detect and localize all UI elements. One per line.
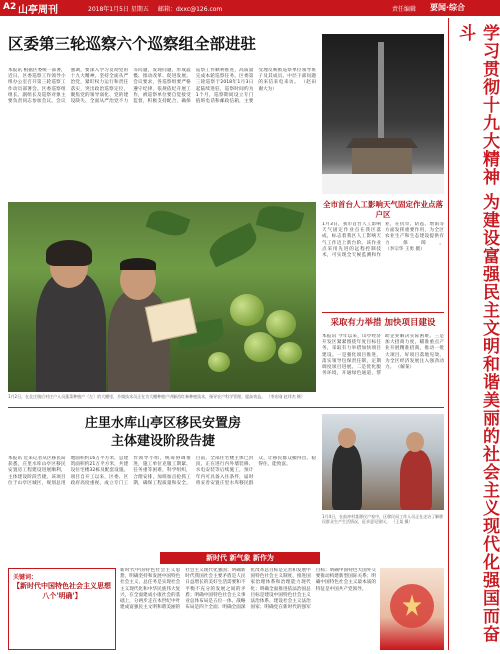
bottom-article-body: 新时代中国特色社会主义思想，明确坚持和发展中国特色社会主义，总任务是实现社会主义现代化和中华民族伟大复兴，在全面建成小康社会的基础上，分两步走在本世纪中叶建成富强民主文明和谐美丽的社会主义现代化强国；明确新时代我国社会主要矛盾是人民日益增长的美好生活需要和不平衡不充分的发展之间的矛盾；明确中国特色社会主义事业总体布局是五位一体、战略布局是四个全面；明确全面深化改革总目标是完善和发展中国特色社会主义制度、推进国家治理体系和治理能力现代化；明确全面推进依法治国总目标是建设中国特色社会主义法治体系、建设社会主义法治国家；明确党在新时代的强军目标；明确中国特色大国外交要推动构建新型国际关系；明确中国特色社会主义最本质的特征是中国共产党领导。 xyxy=(120,568,376,611)
mid-article-body: 本报讯 近来记者从区移民局获悉，庄里水库山亭区移民安置房工程建设进展顺利，主体建设阶段告捷。该项目位于山亭区城区，规划总用地面积约16万平方米，总建筑面积约21万平方米，共建设住宅楼32栋及配套设施。项目自开工以来，区委、区政府高度重视，成立专门工作领导小组，统筹协调推进，施工单位克服工期紧、任务重等困难，科学组织，合理安排，加班加点抢抓工期，确保工程质量和安全。目前，全部住宅楼主体已封顶，正在进行内外墙装修、水电安装等后续施工，预计年内可具备入住条件，届时将妥善安置庄里水库移民群众，让移民群众搬得出、稳得住、能致富。 xyxy=(8,456,316,486)
s1-body xyxy=(322,222,444,308)
photo-credit: （李宏刚 赵玮杰 摄） xyxy=(266,394,305,399)
s2-credit: （解某） xyxy=(395,365,415,371)
photo-caption xyxy=(8,394,316,404)
keyword-tag: 关键词： xyxy=(13,574,38,581)
section-name: 要闻·综合 xyxy=(430,3,466,12)
page-number: A2 xyxy=(3,2,17,12)
divider xyxy=(8,407,444,408)
resettlement-photo xyxy=(322,414,444,510)
weather-station-photo xyxy=(322,34,444,194)
lead-article-body xyxy=(8,68,316,198)
s2-body xyxy=(322,334,444,402)
slogan-text: 学习贯彻十九大精神 为建设富强民主文明和谐美丽的社会主义现代化强国而奋斗 xyxy=(455,24,499,643)
keyword-box xyxy=(8,568,116,650)
mid-photo-credit: （王某 摄） xyxy=(391,519,413,524)
s1-credit: （李宗华 王勇 摄） xyxy=(385,246,425,252)
editor-label: 责任编辑 xyxy=(392,6,417,13)
mid-photo-caption xyxy=(322,514,444,544)
s2-body-text: 本报讯 今年以来，山亭经济开发区紧紧围绕年度目标任务，采取有力举措加快项目建设。一是强化项目推进，落实领导包保责任制，定期调度项目进展。二是优化服务环境，开通绿色通道，帮助企业解决实际困难。三是加大招商力度，瞄准重点产业开展精准招商，推动一批大项目、好项目落地见效，为全区经济发展注入强劲动力。 xyxy=(322,334,444,377)
divider xyxy=(322,312,444,313)
newspaper-name: 山亭周刊 xyxy=(18,5,58,16)
decorative-graphic xyxy=(380,568,444,650)
mid-headline-1: 庄里水库山亭区移民安置房 xyxy=(84,416,241,431)
lead-headline: 区委第三轮巡察六个巡察组全部进驻 xyxy=(8,34,257,53)
contact-email: 邮箱：dxxc@126.com xyxy=(158,6,223,13)
mid-headline-2: 主体建设阶段告捷 xyxy=(110,434,215,449)
keyword-title: 【新时代中国特色社会主义思想八个'明确'】 xyxy=(13,581,111,600)
s1-headline: 全市首台人工影响天气固定作业点落户区 xyxy=(323,200,443,219)
mid-caption-text: 1月4日，在前冲村某移民户家中，区移民局工作人员正在走访了解移民群众生产生活情况，征求意见建议。 xyxy=(322,514,444,524)
issue-date: 2018年1月5日 星期五 xyxy=(88,6,149,13)
s1-body-text: 1月3日，我市首台人工影响天气固定作业点在我区落成，标志着我区人工影响天气工作迈上新台阶。该作业点采用先进的远程控制技术，可实现全天候监测和作业，在抗旱、防雹、增雨等方面发挥重要作用，为全区农业生产和生态建设提供有力保障。 xyxy=(322,222,444,259)
greenhouse-photo xyxy=(8,202,316,392)
s2-headline: 采取有力举措 加快项目建设 xyxy=(330,318,436,328)
banner: 新时代 新气象 新作为 xyxy=(160,552,320,564)
masthead xyxy=(0,0,500,16)
lead-credit: （赵田 谢大为） xyxy=(258,80,316,92)
photo-caption-text: 1月2日，在北庄镇后村庄户人员蔬菜种植户（左）的大棚里，乡镇技术员正在为大棚种植户讲解西红柿种植技术，指导农户科学管理，提高效益。 xyxy=(8,394,266,399)
lead-article-text: 本报讯 根据区委统一部署，近日，区委巡察工作领导小组办公室召开第三轮巡察工作动员部署会。区委巡察组组长、副组长及巡察对象主要负责同志参加会议。会议强调，要深入学习贯彻党的十九大精神，坚持全面从严治党，紧盯权力运行和责任落实，突出政治巡察定位，聚焦党的领导弱化、党的建设缺失、全面从严治党不力等问题，发现问题、形成震慑、推动改革、促进发展。会议要求，各巡察组要严格遵守纪律，依规依纪开展工作，被巡察单位要自觉接受监督，积极支持配合，确保巡察工作顺利推进，高质量完成本轮巡察任务。区委第三轮巡察于2018年1月3日起陆续进驻，巡察时间约为1个月，巡察期间设立专门值班电话和邮政信箱，主要受理反映被巡察单位领导班子及其成员、中层干部问题的来信来电来访。 xyxy=(8,68,316,105)
slogan-column xyxy=(448,18,499,650)
